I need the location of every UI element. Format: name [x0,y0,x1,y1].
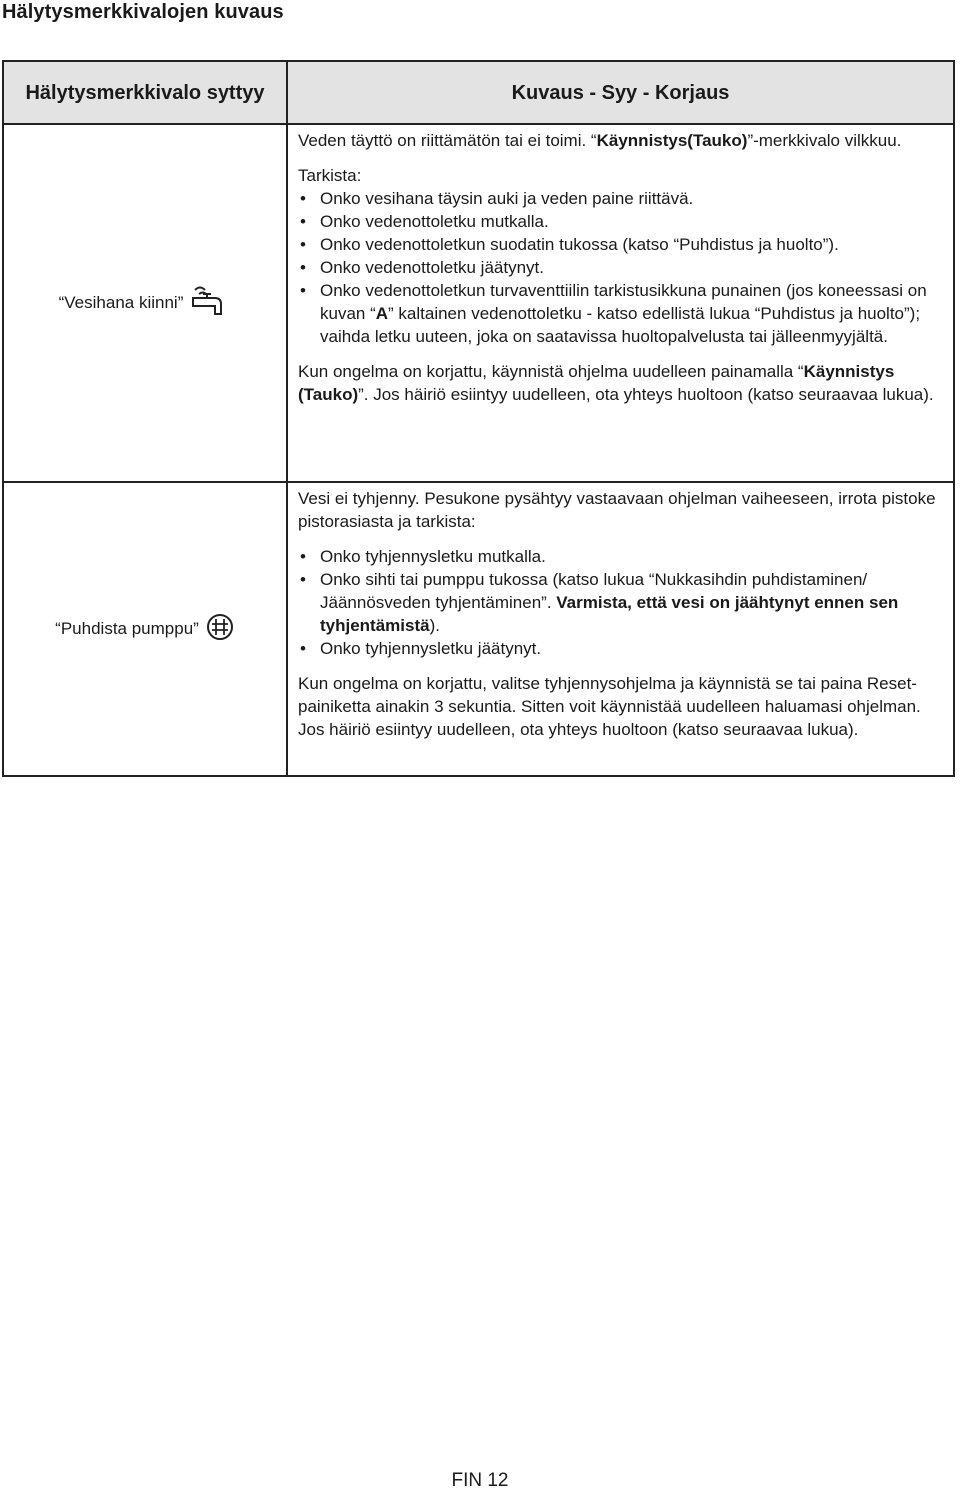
check-label: Tarkista: [298,166,362,185]
column-header-indicator: Hälytysmerkkivalo syttyy [3,61,287,124]
table-row [3,482,954,776]
pump-filter-icon [205,612,235,647]
row1-outro: Kun ongelma on korjattu, käynnistä ohjelma uudelleen painamalla “Käynnistys (Tauko)”. Jos häiriö esiintyy uudelleen, ota yhteys huoltoon (katso seuraavaa lukua). [298,362,934,404]
list-item: • Onko vedenottoletku jäätynyt. [298,256,943,279]
row2-outro: Kun ongelma on korjattu, valitse tyhjennysohjelma ja käynnistä se tai paina Reset-painiketta ainakin 3 sekuntia. Sitten voit käynnistää uudelleen haluamasi ohjelman. Jos häiriö esiintyy uudelleen, ota yhteys huoltoon (katso seuraavaa lukua). [298,674,921,739]
list-item: • Onko tyhjennysletku jäätynyt. [298,637,943,660]
description-cell [287,482,954,776]
check-list [298,545,943,660]
page-number: FIN 12 [451,1470,509,1491]
list-item: • Onko vesihana täysin auki ja veden paine riittävä. [298,187,943,210]
table-row [3,124,954,482]
list-item: • Onko vedenottoletkun suodatin tukossa (katso “Puhdistus ja huolto”). [298,233,943,256]
row1-intro: Veden täyttö on riittämätön tai ei toimi. “Käynnistys(Tauko)”-merkkivalo vilkkuu. [298,131,902,150]
water-tap-icon [189,284,231,323]
check-list [298,187,943,348]
page-title: Hälytysmerkkivalojen kuvaus [2,1,284,23]
indicator-cell [3,124,287,482]
indicator-cell [3,482,287,776]
indicator-label: “Vesihana kiinni” [58,293,184,312]
list-item: • Onko sihti tai pumppu tukossa (katso lukua “Nukkasihdin puhdistaminen/ Jäännösveden tyhjentäminen”. Varmista, että vesi on jäähtynyt ennen sen tyhjentämistä). [298,568,943,637]
indicator-label: “Puhdista pumppu” [55,619,199,638]
list-item: • Onko tyhjennysletku mutkalla. [298,545,943,568]
description-cell [287,124,954,482]
list-item: • Onko vedenottoletku mutkalla. [298,210,943,233]
alarm-indicator-table [2,60,955,777]
column-header-description: Kuvaus - Syy - Korjaus [287,61,954,124]
list-item: • Onko vedenottoletkun turvaventtiilin tarkistusikkuna punainen (jos koneessasi on kuvan “A” kaltainen vedenottoletku - katso edellistä lukua “Puhdistus ja huolto”); vaihda letku uuteen, joka on saatavissa huoltopalvelusta tai jälleenmyyjältä. [298,279,943,348]
row2-intro: Vesi ei tyhjenny. Pesukone pysähtyy vastaavaan ohjelman vaiheeseen, irrota pistoke pistorasiasta ja tarkista: [298,489,936,531]
table-header-row [3,61,954,124]
